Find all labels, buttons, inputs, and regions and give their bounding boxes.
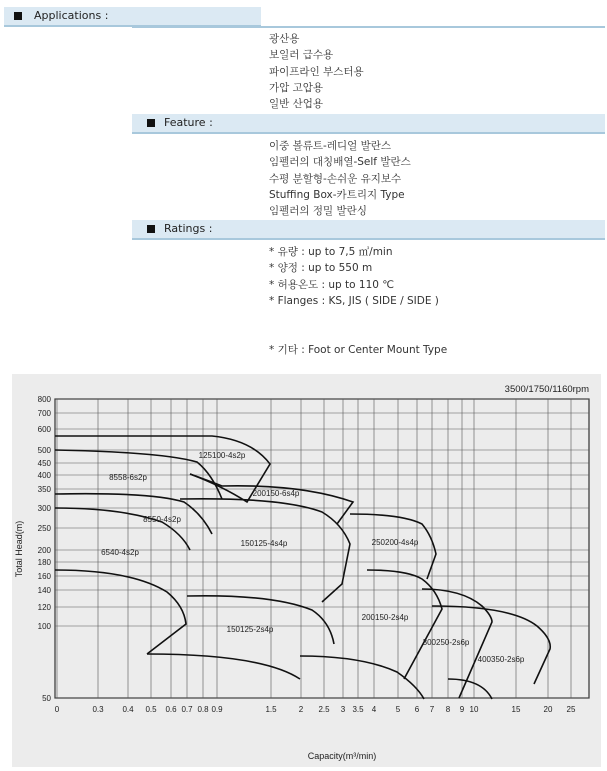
list-item: 수평 분할형-손쉬운 유지보수 — [269, 172, 402, 185]
list-item: Stuffing Box-카트리지 Type — [269, 188, 405, 201]
x-tick-label: 7 — [429, 705, 435, 714]
y-tick-label: 180 — [37, 558, 51, 567]
model-label: 150125-4s4p — [240, 539, 288, 548]
performance-curve — [55, 570, 186, 654]
x-tick-label: 9 — [459, 705, 465, 714]
x-tick-label: 10 — [469, 705, 479, 714]
x-tick-label: 4 — [371, 705, 377, 714]
performance-curve — [147, 654, 300, 679]
bullet-square-icon — [14, 12, 22, 20]
performance-curve — [55, 436, 270, 502]
x-tick-label: 15 — [511, 705, 521, 714]
list-item: * 허용온도 : up to 110 ℃ — [269, 278, 395, 291]
y-tick-label: 500 — [37, 446, 51, 455]
y-tick-label: 100 — [37, 622, 51, 631]
performance-chart-svg — [12, 374, 601, 767]
x-tick-label: 0.8 — [197, 705, 209, 714]
list-item: 일반 산업용 — [269, 98, 324, 111]
x-tick-label: 0.6 — [165, 705, 177, 714]
x-tick-label: 0.5 — [145, 705, 157, 714]
model-label: 8550-4s2p — [143, 515, 181, 524]
model-label: 6540-4s2p — [101, 548, 139, 557]
x-tick-label: 1.5 — [265, 705, 277, 714]
x-tick-label: 2 — [298, 705, 304, 714]
y-tick-label: 160 — [37, 572, 51, 581]
y-tick-label: 800 — [37, 395, 51, 404]
y-tick-label: 200 — [37, 546, 51, 555]
model-label: 8558-6s2p — [109, 473, 147, 482]
y-tick-label: 140 — [37, 586, 51, 595]
x-tick-label: 6 — [414, 705, 420, 714]
y-tick-label: 50 — [42, 694, 51, 703]
x-tick-label: 3.5 — [352, 705, 364, 714]
model-label: 250200-4s4p — [371, 538, 419, 547]
performance-chart — [12, 374, 601, 767]
x-tick-label: 0.9 — [211, 705, 223, 714]
x-tick-label: 25 — [566, 705, 576, 714]
list-item: 가압 고압용 — [269, 81, 324, 94]
ratings-title: Ratings : — [164, 222, 213, 235]
y-axis-label: Total Head(m) — [14, 520, 24, 578]
x-tick-label: 5 — [395, 705, 401, 714]
model-label: 200150-6s4p — [252, 489, 300, 498]
list-item: 이중 볼류트-레디얼 발란스 — [269, 140, 392, 152]
performance-curve — [448, 679, 492, 699]
applications-header — [4, 7, 261, 27]
x-tick-label: 3 — [340, 705, 346, 714]
performance-curve — [180, 499, 350, 602]
x-tick-label: 0 — [54, 705, 60, 714]
list-item: 임펠러의 대칭배열-Self 발란스 — [269, 156, 411, 169]
applications-list — [269, 31, 364, 112]
bullet-square-icon — [147, 225, 155, 233]
y-tick-label: 350 — [37, 485, 51, 494]
bullet-square-icon — [147, 119, 155, 127]
performance-curve — [367, 570, 442, 679]
x-tick-label: 0.7 — [181, 705, 193, 714]
model-label: 125100-4s2p — [198, 451, 246, 460]
y-tick-label: 300 — [37, 504, 51, 513]
rpm-label: 3500/1750/1160rpm — [504, 384, 589, 395]
list-item: 광산용 — [269, 33, 300, 45]
x-tick-label: 0.3 — [92, 705, 104, 714]
x-tick-label: 8 — [445, 705, 451, 714]
list-item: * 유량 : up to 7,5 ㎥/min — [269, 246, 393, 258]
list-item: 파이프라인 부스터용 — [269, 65, 364, 78]
y-tick-label: 120 — [37, 603, 51, 612]
x-tick-label: 2.5 — [318, 705, 330, 714]
feature-title: Feature : — [164, 116, 213, 129]
model-label: 400350-2s6p — [477, 655, 525, 664]
model-label: 300250-2s6p — [422, 638, 470, 647]
x-tick-label: 0.4 — [122, 705, 134, 714]
ratings-list — [269, 244, 439, 309]
y-tick-label: 400 — [37, 471, 51, 480]
list-item: 임펠러의 정밀 발란싱 — [269, 205, 367, 218]
feature-list — [269, 138, 411, 219]
applications-title: Applications : — [34, 9, 109, 22]
performance-curve — [300, 656, 424, 699]
y-tick-label: 450 — [37, 459, 51, 468]
performance-curve — [187, 596, 334, 644]
x-tick-label: 20 — [543, 705, 553, 714]
applications-rule — [132, 26, 605, 28]
y-tick-label: 700 — [37, 409, 51, 418]
list-item: * 양정 : up to 550 m — [269, 262, 373, 275]
list-item: * Flanges : KS, JIS ( SIDE / SIDE ) — [269, 294, 439, 307]
model-label: 200150-2s4p — [361, 613, 409, 622]
feature-header — [132, 114, 605, 134]
list-item: 보일러 급수용 — [269, 49, 334, 62]
ratings-extra: * 기타 : Foot or Center Mount Type — [269, 344, 448, 356]
ratings-header — [132, 220, 605, 240]
y-tick-label: 250 — [37, 524, 51, 533]
x-axis-label: Capacity(m³/min) — [307, 751, 377, 761]
y-tick-label: 600 — [37, 425, 51, 434]
model-label: 150125-2s4p — [226, 625, 274, 634]
